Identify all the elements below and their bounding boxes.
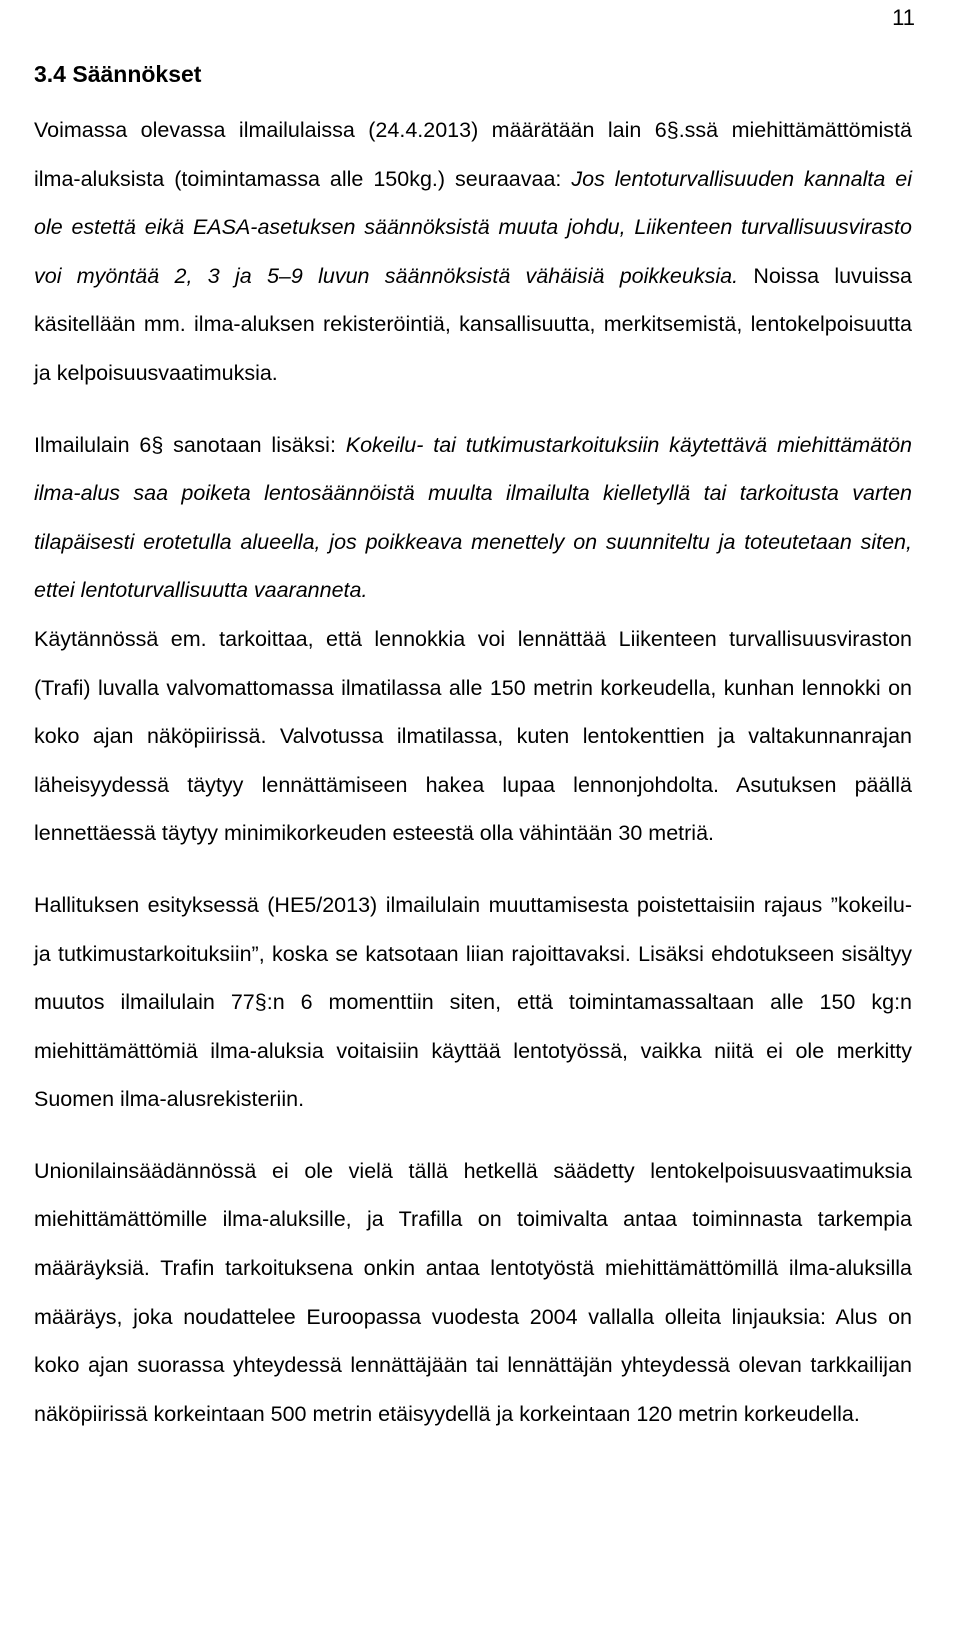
page-number: 11 [892,5,915,30]
paragraph-4-text: Hallituksen esityksessä (HE5/2013) ilmailulain muuttamisesta poistettaisiin rajaus ”kokeilu- ja tutkimustarkoituksiin”, koska se katsotaan liian rajoittavaksi. Lisäksi ehdotukseen sisältyy muutos ilmailulain 77§:n 6 momenttiin siten, että toimintamassaltaan alle 150 kg:n miehittämättömiä ilma-aluksia voitaisiin käyttää lentotyössä, vaikka niitä ei ole merkitty Suomen ilma-alusrekisteriin. [34,892,912,1112]
paragraph-1-text-end: Noissa luvuissa käsitellään mm. ilma-aluksen rekisteröintiä, kansallisuutta, merkitsemistä, lentokelpoisuutta ja kelpoisuusvaatimuksia. [34,263,912,385]
paragraph-2-quote: Kokeilu- tai tutkimustarkoituksiin käytettävä miehittämätön ilma-alus saa poiketa lentosäännöistä muulta ilmailulta kielletyllä tai tarkoitusta varten tilapäisesti erotetulla alueella, jos poikkeava menettely on suunniteltu ja toteutetaan siten, ettei lentoturvallisuutta vaaranneta. [34,432,912,603]
paragraph-2 [34,421,912,615]
paragraph-2-text: Ilmailulain 6§ sanotaan lisäksi: [34,432,346,457]
paragraph-5-text: Unionilainsäädännössä ei ole vielä tällä hetkellä säädetty lentokelpoisuusvaatimuksia miehittämättömille ilma-aluksille, ja Trafilla on toimivalta antaa toiminnasta tarkempia määräyksiä. Trafin tarkoituksena onkin antaa lentotyöstä miehittämättömillä ilma-aluksilla määräys, joka noudattelee Euroopassa vuodesta 2004 vallalla olleita linjauksia: Alus on koko ajan suorassa yhteydessä lennättäjään tai lennättäjän yhteydessä olevan tarkkailijan näköpiirissä korkeintaan 500 metrin etäisyydellä ja korkeintaan 120 metrin korkeudella. [34,1158,912,1426]
paragraph-3-text: Käytännössä em. tarkoittaa, että lennokkia voi lennättää Liikenteen turvallisuusviraston (Trafi) luvalla valvomattomassa ilmatilassa alle 150 metrin korkeudella, kunhan lennokki on koko ajan näköpiirissä. Valvotussa ilmatilassa, kuten lentokenttien ja valtakunnanrajan läheisyydessä täytyy lennättämiseen hakea lupaa lennonjohdolta. Asutuksen päällä lennettäessä täytyy minimikorkeuden esteestä olla vähintään 30 metriä. [34,626,912,846]
paragraph-4 [34,881,912,1124]
paragraph-1-text: Voimassa olevassa ilmailulaissa (24.4.2013) määrätään lain 6§.ssä miehittämättömistä ilma-aluksista (toimintamassa alle 150kg.) seuraavaa: [34,118,912,191]
document-body [34,60,912,1438]
paragraph-5 [34,1147,912,1439]
paragraph-1 [34,106,912,398]
paragraph-1-quote: Jos lentoturvallisuuden kannalta ei ole estettä eikä EASA-asetuksen säännöksistä muuta johdu, Liikenteen turvallisuusvirasto voi myöntää 2, 3 ja 5–9 luvun säännöksistä vähäisiä poikkeuksia. [34,166,913,288]
paragraph-3 [34,615,912,858]
section-heading: 3.4 Säännökset [34,61,202,87]
